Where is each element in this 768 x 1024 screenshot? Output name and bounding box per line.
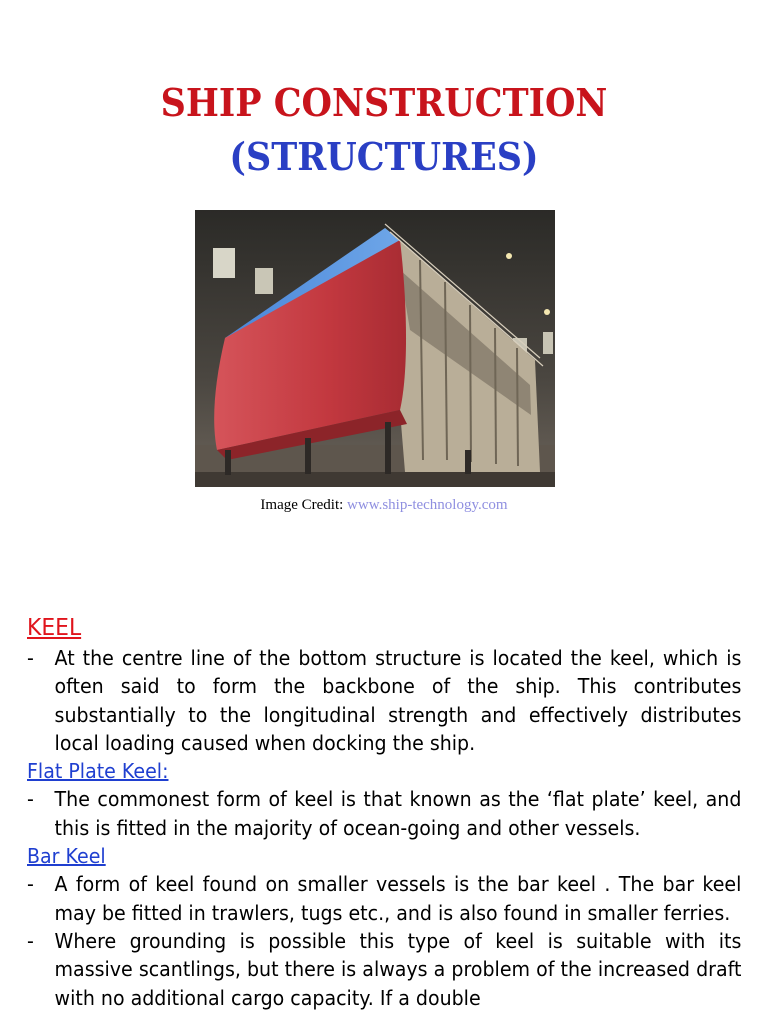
keel-section (27, 612, 741, 1012)
list-item (27, 644, 741, 757)
flat-plate-keel-text: The commonest form of keel is that known as the ‘flat plate’ keel, and this is fitted in the majority of ocean-going and other vessels. (54, 787, 742, 840)
bullet-dash: - (27, 872, 34, 897)
page-subtitle: (STRUCTURES) (229, 134, 539, 179)
section-heading-keel: KEEL (27, 615, 82, 641)
subheading-bar-keel: Bar Keel (27, 844, 106, 869)
bullet-dash: - (27, 928, 34, 953)
ship-hull-photo (195, 210, 555, 487)
bullet-dash: - (27, 646, 34, 670)
subheading-flat-plate-keel: Flat Plate Keel: (27, 759, 169, 784)
list-item (27, 927, 741, 1012)
bullet-dash: - (27, 787, 34, 812)
bar-keel-text-2: Where grounding is possible this type of keel is suitable with its massive scantlings, but there is always a problem of the increased draft with no additional cargo capacity. If a double (54, 928, 742, 1010)
list-item (27, 785, 741, 842)
image-credit (0, 497, 768, 514)
bar-keel-text-1: A form of keel found on smaller vessels is the bar keel . The bar keel may be fitted in trawlers, tugs etc., and is also found in smaller ferries. (54, 872, 742, 925)
image-credit-link[interactable]: www.ship-technology.com (347, 497, 508, 513)
page-title: SHIP CONSTRUCTION (160, 80, 608, 125)
image-credit-label: Image Credit: (260, 497, 344, 513)
keel-intro-text: At the centre line of the bottom structure is located the keel, which is often said to form the backbone of the ship. This contributes substantially to the longitudinal strength and effectively distributes local loading caused when docking the ship. (54, 646, 742, 755)
list-item (27, 870, 741, 927)
